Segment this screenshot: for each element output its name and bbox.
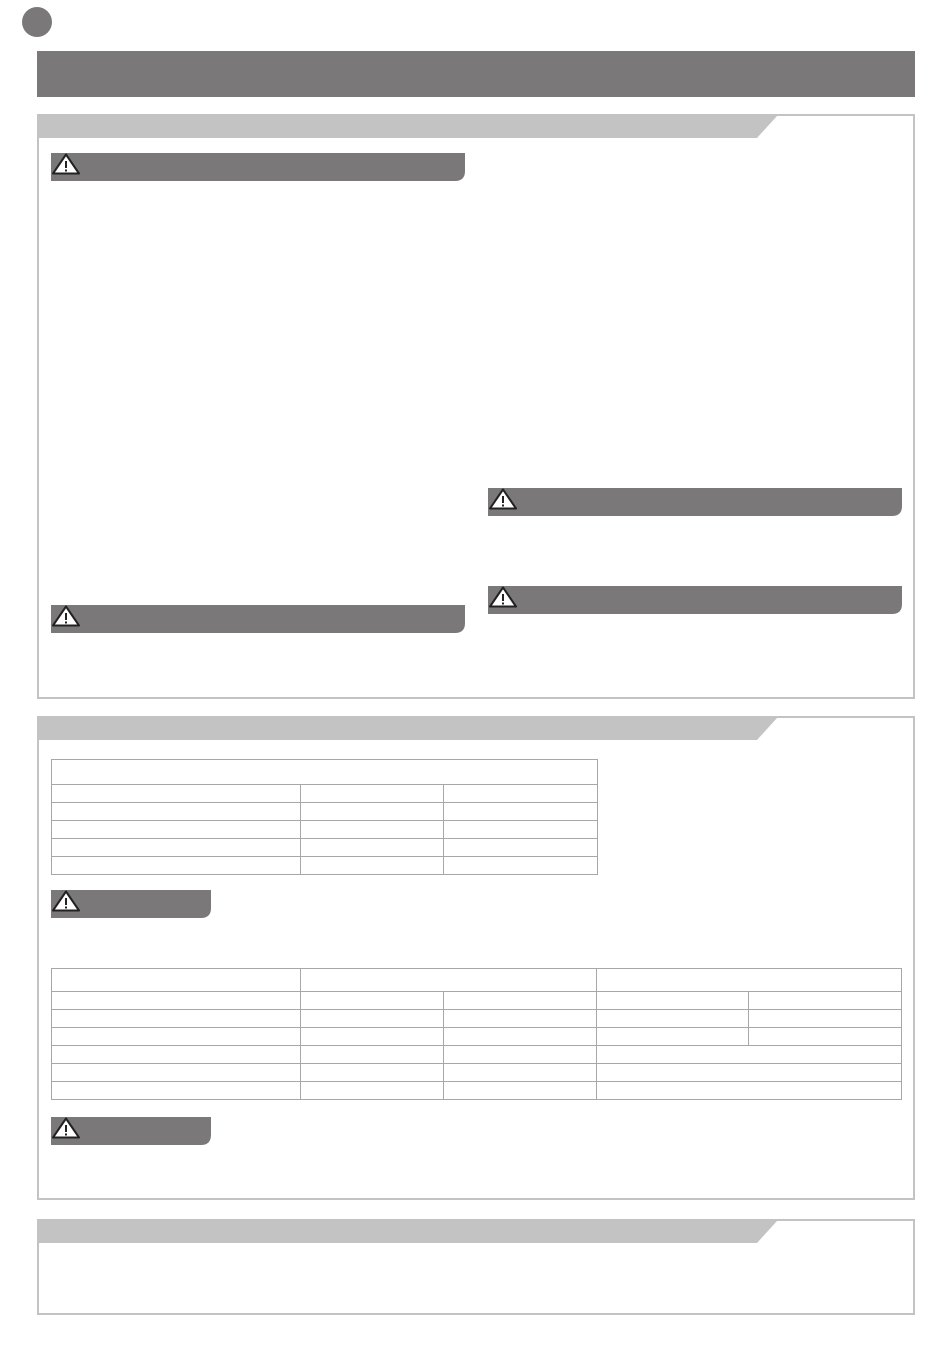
table-cell — [444, 803, 598, 821]
warning-triangle-icon — [488, 488, 518, 510]
table-cell — [52, 839, 301, 857]
table-cell — [597, 992, 749, 1010]
table-cell — [301, 839, 444, 857]
table-cell — [444, 1082, 597, 1100]
table-cell — [52, 857, 301, 875]
table-cell — [301, 1046, 444, 1064]
section-1 — [37, 114, 915, 699]
table-row — [52, 1046, 902, 1064]
table-row — [52, 785, 598, 803]
section-1-header — [39, 116, 913, 138]
warning-triangle-icon — [51, 1117, 81, 1139]
table-row — [52, 760, 598, 785]
table-cell — [301, 969, 597, 992]
section-3-header — [39, 1221, 913, 1243]
warning-box-1 — [51, 153, 465, 181]
table-row — [52, 969, 902, 992]
warning-triangle-icon — [488, 586, 518, 608]
table-row — [52, 1064, 902, 1082]
table-row — [52, 857, 598, 875]
table-row — [52, 1082, 902, 1100]
table-cell — [52, 785, 301, 803]
warning-triangle-icon — [51, 890, 81, 912]
table-cell — [444, 992, 597, 1010]
page-title-bar — [37, 51, 915, 97]
warning-triangle-icon — [51, 153, 81, 175]
table-cell — [444, 1010, 597, 1028]
table-cell — [444, 839, 598, 857]
table-cell — [52, 803, 301, 821]
page-number-marker — [22, 7, 52, 37]
section-2-header — [39, 718, 913, 740]
table-cell — [444, 1028, 597, 1046]
table-cell — [597, 1064, 902, 1082]
table-row — [52, 992, 902, 1010]
section-2 — [37, 716, 915, 1200]
table-cell — [597, 1028, 749, 1046]
table-cell — [52, 760, 598, 785]
table-cell — [301, 803, 444, 821]
table-cell — [597, 1010, 749, 1028]
table-1 — [51, 759, 598, 875]
table-cell — [749, 992, 902, 1010]
table-cell — [301, 1064, 444, 1082]
table-cell — [52, 969, 301, 992]
table-cell — [444, 785, 598, 803]
section-3 — [37, 1219, 915, 1315]
table-row — [52, 1010, 902, 1028]
warning-box-3 — [488, 488, 902, 516]
table-cell — [52, 1010, 301, 1028]
table-cell — [52, 1064, 301, 1082]
table-cell — [301, 1010, 444, 1028]
table-cell — [52, 992, 301, 1010]
table-row — [52, 821, 598, 839]
table-cell — [444, 1046, 597, 1064]
table-cell — [301, 821, 444, 839]
table-cell — [749, 1010, 902, 1028]
table-cell — [301, 1028, 444, 1046]
table-cell — [444, 1064, 597, 1082]
table-row — [52, 839, 598, 857]
table-cell — [52, 821, 301, 839]
table-cell — [301, 1082, 444, 1100]
table-cell — [52, 1028, 301, 1046]
table-cell — [301, 857, 444, 875]
warning-box-5 — [51, 890, 211, 918]
table-cell — [444, 857, 598, 875]
table-row — [52, 803, 598, 821]
warning-triangle-icon — [51, 605, 81, 627]
warning-box-6 — [51, 1117, 211, 1145]
warning-box-2 — [51, 605, 465, 633]
table-cell — [444, 821, 598, 839]
table-row — [52, 1028, 902, 1046]
table-cell — [597, 1046, 902, 1064]
warning-box-4 — [488, 586, 902, 614]
table-cell — [52, 1082, 301, 1100]
table-cell — [749, 1028, 902, 1046]
table-cell — [301, 992, 444, 1010]
table-cell — [597, 1082, 902, 1100]
table-cell — [52, 1046, 301, 1064]
table-2 — [51, 968, 902, 1100]
table-cell — [597, 969, 902, 992]
table-cell — [301, 785, 444, 803]
